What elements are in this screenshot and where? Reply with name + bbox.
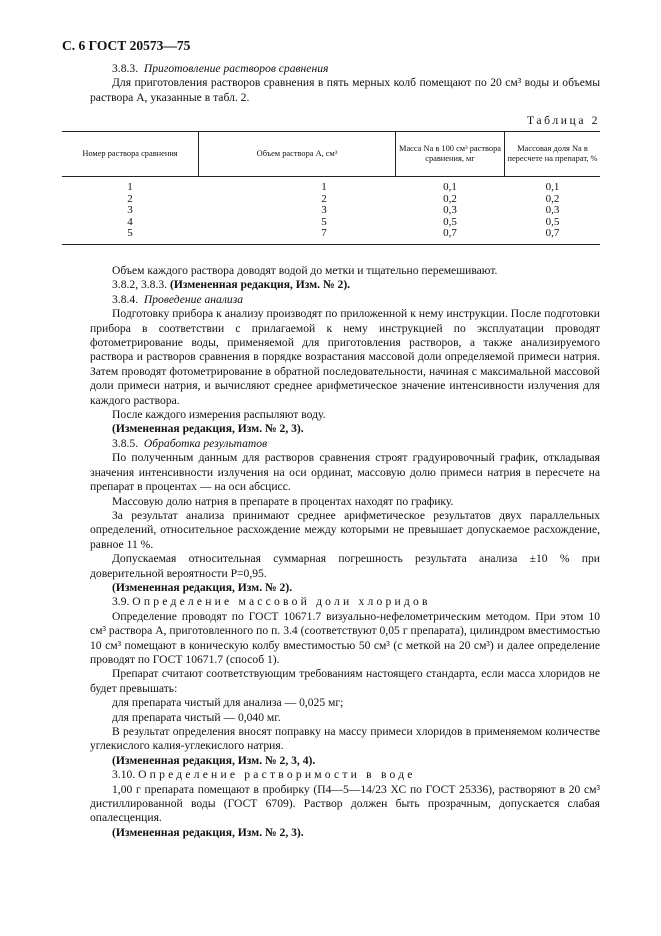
paragraph: Препарат считают соответствующим требованиям настоящего стандарта, если масса хлоридов не будет превышать: — [90, 667, 600, 695]
paragraph: После каждого измерения распыляют воду. — [112, 408, 326, 422]
paragraph: Подготовку прибора к анализу производят по приложенной к нему инструкции. После подготовки прибора в соответствии с прилагаемой к нему инструкцией по эксплуатации проводят фотометрирование воды, применяемой для приготовления растворов, а также анализируемого раствора и растворов сравнения в порядке возрастания массовой доли определяемой примеси натрия. Затем проводят фотометрирование в обратной последовательности, начиная с максимальной массовой доли примеси натрия, и вычисляют среднее арифметическое значение интенсивности излучения для каждого раствора. — [90, 307, 600, 407]
table-header-cell: Номер раствора сравнения — [82, 149, 178, 158]
edit-note: (Измененная редакция, Изм. № 2, 3, 4). — [112, 753, 316, 767]
section-number: 3.8.3. — [112, 62, 139, 75]
paragraph: Допускаемая относительная суммарная погрешность результата анализа ±10 % при доверительной вероятности P=0,95. — [90, 552, 600, 580]
table-header-cell: Масса Na в 100 см³ раствора сравнения, мг — [399, 144, 501, 163]
paragraph: 1,00 г препарата помещают в пробирку (П4—5—14/23 ХС по ГОСТ 25336), растворяют в 20 см³ дистиллированной воды (ГОСТ 6709). Раствор должен быть прозрачным, допускается слабая опалесценция. — [90, 782, 600, 825]
table-column-mass — [396, 182, 504, 240]
table-column-fraction — [505, 182, 600, 240]
section-3-10-heading — [90, 768, 600, 782]
paragraph: Массовую долю натрия в препарате в процентах находят по графику. — [112, 494, 454, 508]
paragraph: За результат анализа принимают среднее арифметическое результатов двух параллельных определений, относительное расхождение между которыми не превышает допускаемое расхождение, равное 11 %. — [90, 508, 600, 551]
paragraph: для препарата чистый для анализа — 0,025 мг; — [112, 696, 344, 710]
paragraph: По полученным данным для растворов сравнения строят градуировочный график, откладывая значения интенсивности излучения на оси ординат, массовую долю примеси натрия в пересчете на препарат в процентах — на оси абсцисс. — [90, 451, 600, 494]
table-cell: 2 — [127, 192, 133, 205]
edit-note: (Измененная редакция, Изм. № 2, 3). — [112, 825, 304, 839]
table-cell: 4 — [127, 215, 133, 228]
section-number: 3.9. — [112, 595, 130, 609]
table-column-number — [62, 182, 198, 240]
section-title: Обработка результатов — [143, 436, 268, 450]
table-cell: 0,1 — [545, 181, 560, 193]
table-cell: 0,2 — [545, 192, 560, 205]
table-cell: 5 — [321, 215, 327, 228]
table-cell: 0,2 — [443, 192, 457, 205]
section-3-8-5-heading — [90, 437, 600, 451]
section-3-8-3-heading — [90, 62, 600, 76]
edit-label: (Измененная редакция, Изм. № 2). — [169, 278, 351, 292]
section-number: 3.8.2, 3.8.3. — [112, 278, 168, 292]
edit-note — [90, 278, 600, 292]
table-cell: 0,3 — [443, 204, 457, 216]
edit-note: (Измененная редакция, Изм. № 2, 3). — [112, 422, 304, 436]
section-title: Проведение анализа — [143, 292, 244, 306]
table-cell: 3 — [127, 204, 133, 216]
table-cell: 0,7 — [443, 227, 457, 239]
table-cell: 1 — [321, 181, 327, 193]
page-header: С. 6 ГОСТ 20573—75 — [62, 38, 191, 53]
table-caption: Таблица 2 — [527, 114, 600, 127]
body-text — [90, 264, 600, 840]
table-cell: 0,7 — [545, 227, 560, 239]
table-cell: 2 — [321, 192, 327, 205]
section-3-9-heading — [90, 595, 600, 609]
table-2 — [62, 131, 600, 245]
table-cell: 1 — [127, 181, 133, 193]
section-title: Определение массовой доли хлоридов — [132, 595, 431, 609]
section-title: Определение растворимости в воде — [138, 768, 416, 782]
table-header-cell: Объем раствора А, см³ — [256, 149, 338, 158]
table-cell: 0,1 — [443, 181, 457, 193]
paragraph: Объем каждого раствора доводят водой до метки и тщательно перемешивают. — [112, 264, 498, 277]
table-cell: 3 — [321, 204, 327, 216]
section-number: 3.10. — [112, 768, 136, 782]
table-header-row — [62, 132, 600, 177]
edit-note: (Измененная редакция, Изм. № 2). — [112, 580, 293, 594]
paragraph: В результат определения вносят поправку на массу примеси хлоридов в применяемом количестве углекислого калия-углекислого натрия. — [90, 725, 600, 753]
intro-section — [90, 62, 600, 105]
table-cell: 0,3 — [545, 204, 560, 216]
table-cell: 0,5 — [443, 215, 457, 228]
paragraph: Для приготовления растворов сравнения в пять мерных колб помещают по 20 см³ воды и объемы раствора А, указанные в табл. 2. — [90, 76, 600, 104]
table-cell: 7 — [321, 227, 327, 239]
table-cell: 5 — [127, 227, 133, 239]
paragraph: Определение проводят по ГОСТ 10671.7 визуально-нефелометрическим методом. При этом 10 см³ раствора А, приготовленного по п. 3.4 (соответствуют 0,05 г препарата), цилиндром вместимостью 10 см³ помещают в коническую колбу вместимостью 50 см³ (с меткой на 20 см³) и далее определение проводят по ГОСТ 10671.7 (способ 1). — [90, 609, 600, 666]
section-title: Приготовление растворов сравнения — [143, 62, 329, 75]
section-3-8-4-heading — [90, 293, 600, 307]
table-cell: 0,5 — [545, 215, 560, 228]
section-number: 3.8.5. — [112, 436, 139, 450]
section-number: 3.8.4. — [112, 292, 139, 306]
table-header-cell: Массовая доля Na в пересчете на препарат, % — [507, 144, 598, 163]
paragraph: для препарата чистый — 0,040 мг. — [112, 710, 281, 724]
